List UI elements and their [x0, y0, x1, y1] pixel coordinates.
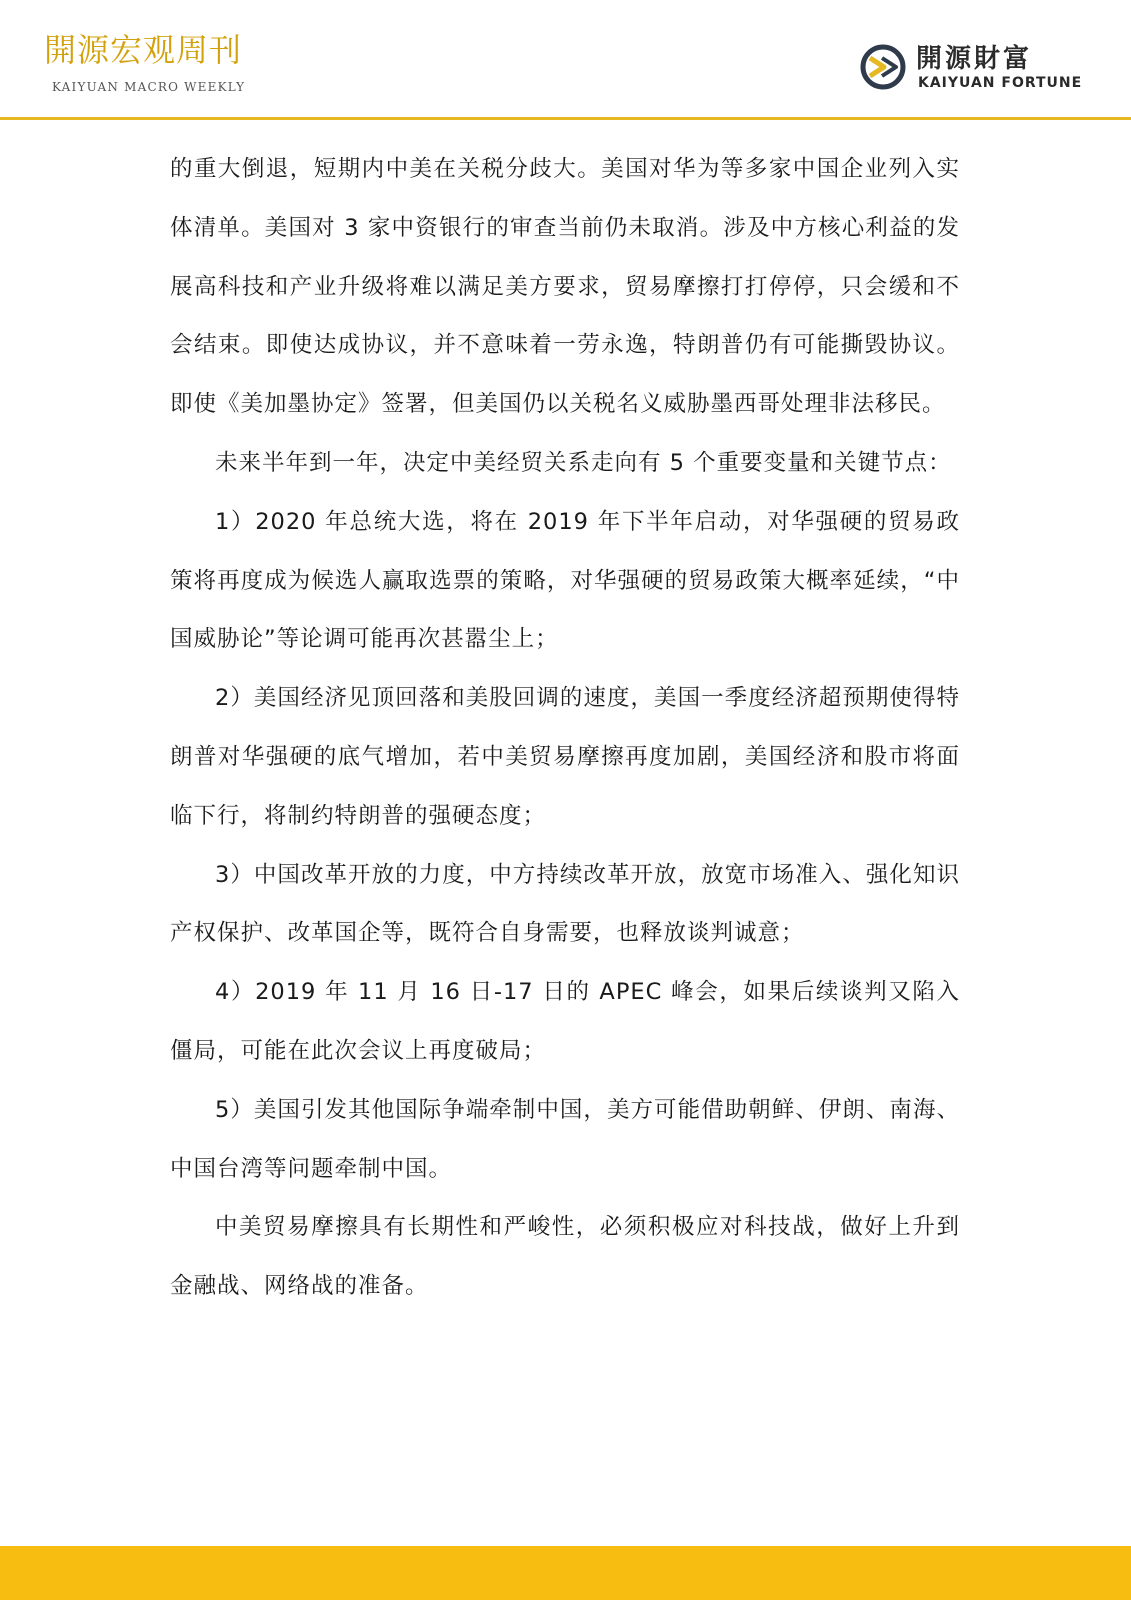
- paragraph-point-5: 5）美国引发其他国际争端牵制中国，美方可能借助朝鲜、伊朗、南海、中国台湾等问题牵制中国。: [170, 1096, 960, 1182]
- paragraph-point-2: 2）美国经济见顶回落和美股回调的速度，美国一季度经济超预期使得特朗普对华强硬的底气增加，若中美贸易摩擦再度加剧，美国经济和股市将面临下行，将制约特朗普的强硬态度；: [170, 685, 960, 829]
- company-logo: [860, 42, 1083, 94]
- kaiyuan-logo-icon: [860, 44, 906, 90]
- article-body: [170, 140, 960, 1316]
- publication-subtitle: KAIYUAN MACRO WEEKLY: [52, 80, 246, 94]
- paragraph-point-3: 3）中国改革开放的力度，中方持续改革开放，放宽市场准入、强化知识产权保护、改革国企等，既符合自身需要，也释放谈判诚意；: [170, 861, 960, 947]
- page-header: [0, 0, 1131, 120]
- paragraph-continued: 的重大倒退，短期内中美在关税分歧大。美国对华为等多家中国企业列入实体清单。美国对 3 家中资银行的审查当前仍未取消。涉及中方核心利益的发展高科技和产业升级将难以满足美方要求，贸易摩擦打打停停，只会缓和不会结束。即使达成协议，并不意味着一劳永逸，特朗普仍有可能撕毁协议。即使《美加墨协定》签署，但美国仍以关税名义威胁墨西哥处理非法移民。: [170, 156, 960, 418]
- footer-bar: [0, 1546, 1131, 1600]
- paragraph-key-variables: 未来半年到一年，决定中美经贸关系走向有 5 个重要变量和关键节点：: [215, 449, 952, 476]
- logo-chinese-name: 開源財富: [916, 44, 1033, 74]
- header-divider: [0, 117, 1131, 120]
- paragraph-conclusion: 中美贸易摩擦具有长期性和严峻性，必须积极应对科技战，做好上升到金融战、网络战的准备。: [170, 1214, 960, 1300]
- logo-english-name: KAIYUAN FORTUNE: [918, 75, 1083, 91]
- paragraph-point-1: 1）2020 年总统大选，将在 2019 年下半年启动，对华强硬的贸易政策将再度成为候选人赢取选票的策略，对华强硬的贸易政策大概率延续，“中国威胁论”等论调可能再次甚嚣尘上；: [170, 508, 960, 653]
- paragraph-point-4: 4）2019 年 11 月 16 日-17 日的 APEC 峰会，如果后续谈判又陷入僵局，可能在此次会议上再度破局；: [170, 979, 960, 1064]
- publication-title: 開源宏观周刊: [44, 31, 243, 69]
